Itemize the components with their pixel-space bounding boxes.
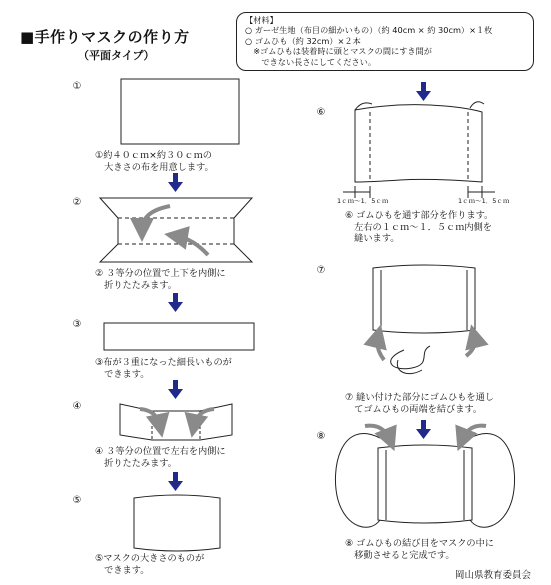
- materials-line: できない長さにしてください。: [245, 56, 377, 67]
- page-title: ■手作りマスクの作り方: [20, 28, 190, 46]
- step-2-caption: ② ３等分の位置で上下を内側に 折りたたみます。: [95, 268, 226, 291]
- step-4-caption: ④ ３等分の位置で左右を内側に 折りたたみます。: [95, 446, 226, 469]
- step-number-6: ⑥: [316, 107, 326, 118]
- step-number-7: ⑦: [316, 265, 326, 276]
- step-number-2: ②: [72, 197, 82, 208]
- step-number-3: ③: [72, 319, 82, 330]
- down-arrow-icon: [416, 420, 431, 439]
- dimension-label-left: 1ｃｍ〜1．5ｃｍ: [337, 197, 389, 205]
- step-number-5: ⑤: [72, 495, 82, 506]
- fold-left-right-diagram: [120, 404, 232, 440]
- materials-line: ○ ゴムひも（約 32cm）×２本: [245, 35, 361, 46]
- down-arrow-icon: [168, 380, 183, 399]
- step-1-caption: ①約４０ｃｍ×約３０ｃｍの 大きさの布を用意します。: [95, 150, 214, 173]
- step-number-1: ①: [72, 81, 82, 92]
- step-number-8: ⑧: [316, 431, 326, 442]
- curved-arrow-icon: [377, 336, 384, 360]
- step-7-caption: ⑦ 縫い付けた部分にゴムひもを通し てゴムひもの両端を結びます。: [345, 392, 494, 415]
- dimension-label-right: 1ｃｍ〜1．5ｃｍ: [458, 197, 510, 205]
- down-arrow-icon: [168, 173, 183, 192]
- fold-top-bottom-diagram: [100, 198, 252, 262]
- down-arrow-icon: [168, 293, 183, 312]
- step-8-caption: ⑧ ゴムひもの結び目をマスクの中に 移動させると完成です。: [345, 538, 494, 561]
- step-6-caption: ⑥ ゴムひもを通す部分を作ります。 左右の１ｃｍ〜１．５ｃｍ内側を 縫います。: [345, 210, 494, 244]
- page-subtitle: （平面タイプ）: [78, 49, 155, 62]
- step-number-4: ④: [72, 401, 82, 412]
- curved-arrow-icon: [462, 426, 486, 440]
- mask-finished-diagram: [335, 434, 514, 528]
- materials-heading: 【材料】: [245, 15, 278, 25]
- step-5-caption: ⑤マスクの大きさのものが できます。: [95, 553, 205, 576]
- mask-shape: [134, 495, 220, 551]
- folded-strip-rect: [104, 323, 254, 350]
- fabric-rect: [121, 79, 239, 144]
- step-3-caption: ③布が３重になった細長いものが できます。: [95, 357, 232, 380]
- down-arrow-icon: [168, 472, 183, 491]
- footer-credit: 岡山県教育委員会: [454, 570, 531, 581]
- curved-arrow-icon: [365, 426, 390, 440]
- mask-sewn-diagram: [343, 102, 495, 198]
- materials-line: ※ゴムひもは装着時に頭とマスクの間にすき間が: [245, 46, 432, 57]
- materials-line: ○ ガーゼ生地（布目の細かいもの）（約 40cm × 約 30cm）×１枚: [245, 25, 493, 36]
- mask-elastic-diagram: [373, 265, 475, 374]
- down-arrow-icon: [416, 82, 431, 101]
- curved-arrow-icon: [466, 336, 475, 356]
